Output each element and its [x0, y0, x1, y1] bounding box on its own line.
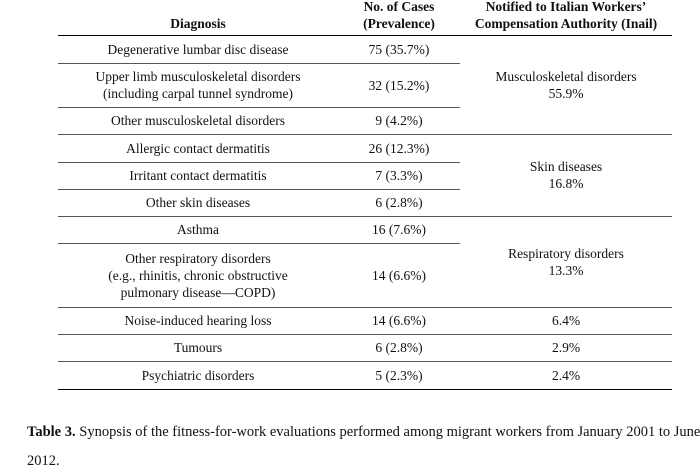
table-row: [58, 334, 672, 361]
cases-cell: 32 (15.2%): [338, 63, 460, 107]
group-cell-musculoskeletal: Musculoskeletal disorders 55.9%: [460, 35, 672, 134]
cases-cell: 26 (12.3%): [338, 134, 460, 162]
table-header-row: [58, 0, 672, 35]
cases-cell: 5 (2.3%): [338, 361, 460, 389]
caption-text: Synopsis of the fitness-for-work evaluations performed among migrant workers from January 2001 to June 2012.: [27, 424, 700, 469]
cases-cell: 14 (6.6%): [338, 307, 460, 334]
caption-label: Table 3.: [27, 424, 76, 440]
header-cases: No. of Cases (Prevalence): [338, 0, 460, 35]
cases-cell: 7 (3.3%): [338, 162, 460, 189]
diagnosis-cell: Irritant contact dermatitis: [58, 162, 338, 189]
header-diagnosis: Diagnosis: [58, 0, 338, 35]
diagnosis-cell: Degenerative lumbar disc disease: [58, 35, 338, 63]
table-row: [58, 361, 672, 389]
table-row: [58, 216, 672, 243]
cases-cell: 75 (35.7%): [338, 35, 460, 63]
diagnosis-cell: Other musculoskeletal disorders: [58, 107, 338, 134]
diagnosis-cell: Tumours: [58, 334, 338, 361]
diagnosis-cell: Other skin diseases: [58, 189, 338, 216]
notified-cell: 2.4%: [460, 361, 672, 389]
group-cell-respiratory: Respiratory disorders 13.3%: [460, 216, 672, 307]
diagnosis-cell: Other respiratory disorders (e.g., rhinitis, chronic obstructive pulmonary disease—COPD): [58, 243, 338, 307]
table-row: [58, 134, 672, 162]
cases-cell: 6 (2.8%): [338, 189, 460, 216]
diagnosis-cell: Noise-induced hearing loss: [58, 307, 338, 334]
diagnosis-table: [58, 0, 672, 390]
cases-cell: 16 (7.6%): [338, 216, 460, 243]
diagnosis-cell: Psychiatric disorders: [58, 361, 338, 389]
cases-cell: 6 (2.8%): [338, 334, 460, 361]
cases-cell: 9 (4.2%): [338, 107, 460, 134]
header-notified: Notified to Italian Workers’ Compensation Authority (Inail): [460, 0, 672, 35]
diagnosis-cell: Asthma: [58, 216, 338, 243]
cases-cell: 14 (6.6%): [338, 243, 460, 307]
notified-cell: 2.9%: [460, 334, 672, 361]
notified-cell: 6.4%: [460, 307, 672, 334]
group-cell-skin: Skin diseases 16.8%: [460, 134, 672, 216]
diagnosis-cell: Allergic contact dermatitis: [58, 134, 338, 162]
table-row: [58, 307, 672, 334]
table-caption: [27, 418, 700, 476]
table-row: [58, 35, 672, 63]
diagnosis-cell: Upper limb musculoskeletal disorders (including carpal tunnel syndrome): [58, 63, 338, 107]
